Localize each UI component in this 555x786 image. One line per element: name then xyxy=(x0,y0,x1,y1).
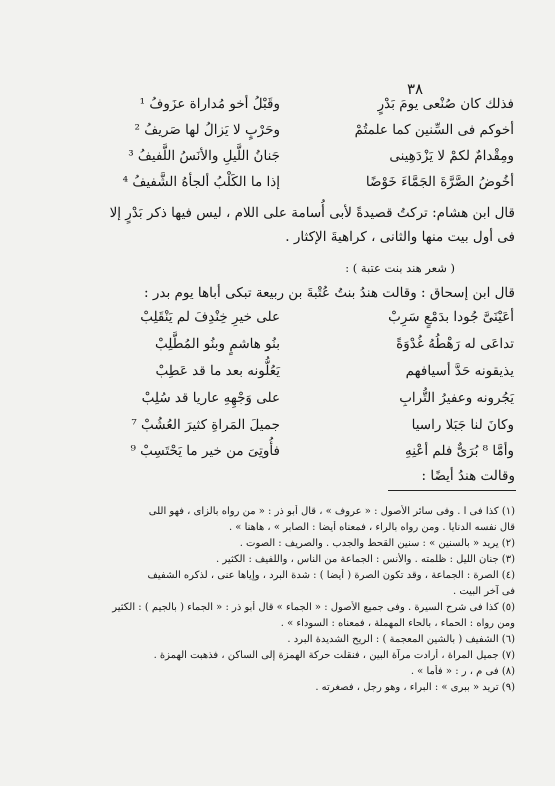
verse-first-hemistich: يذيقونه حَدَّ أسيافهم xyxy=(405,363,514,379)
verse-second-hemistich: على خيرِ خِنْدِفَ لم يَنْقَلِبْ xyxy=(140,309,280,325)
prose-line: وقالت هندُ أيضًا : xyxy=(421,468,515,484)
prose-line: قال ابن هشام: تركتُ قصيدةً لأبى أُسامة على اللام ، ليس فيها ذكر بَدْرٍ إلا xyxy=(109,205,515,221)
footnote: فى آخر البيت . xyxy=(453,586,515,597)
verse-second-hemistich: يَعُلُّونه بعد ما قد عَطِبْ xyxy=(155,363,280,379)
verse xyxy=(62,336,514,358)
verse-second-hemistich: إذا ما الكَلْبُ ألجأهُ الشَّفيفُ ⁴ xyxy=(122,174,280,190)
verse-second-hemistich: بنُو هاشمٍ وبنُو المُطَّلِبْ xyxy=(154,336,280,352)
verse-second-hemistich: جميلَ المَراةِ كثيرَ العُشُبْ ⁷ xyxy=(131,417,280,433)
verse-first-hemistich: فذلك كان صُنْعى يومَ بَدْرٍ xyxy=(377,96,514,112)
verse-first-hemistich: أخوكم فى السِّنين كما علمتُمْ xyxy=(354,122,514,138)
verse xyxy=(62,417,514,439)
footnote: قال نفسه الدنايا . ومن رواه بالراء ، فمعناه أيضا : الصابر » ، هاهنا » . xyxy=(228,522,515,533)
verse-second-hemistich: وحَرْبٍ لا يَزالُ لها صَريفُ ² xyxy=(134,122,280,138)
verse-second-hemistich: على وَجْهِهِ عاريا قد سُلِبْ xyxy=(141,390,280,406)
verse-second-hemistich: وقَبْلُ أخو مُداراة عزَوفُ ¹ xyxy=(139,96,280,112)
verse-first-hemistich: ومِقْدامٌ لكمْ لا يَزْدَهِينى xyxy=(389,148,514,164)
footnote: (٦) الشفيف ( بالشين المعجمة ) : الريح الشديدة البرد . xyxy=(287,634,515,645)
footnote: (١) كذا فى ا . وفى سائر الأصول : « عروف » ، قال أبو ذر : « من رواه بالزاى ، فهو اللى xyxy=(148,506,515,517)
verse xyxy=(62,309,514,331)
footnote: (٤) الصرة : الجماعة ، وقد تكون الصرة ( أيضا ) : شدة البرد ، وإياها عنى ، لذكره الشفيف xyxy=(147,570,515,581)
verse-first-hemistich: أعَيْنَىَّ جُودا بدَمْعٍ سَرِبْ xyxy=(388,309,514,325)
footnote: (٨) فى م ، ر : « فأما » . xyxy=(410,666,515,677)
footnote: ومن رواه : الحماء ، بالحاء المهملة ، فمعناه : السوداء » . xyxy=(280,618,515,629)
verse-second-hemistich: جَنانُ اللَّيلِ والأنَسُ اللَّفيفُ ³ xyxy=(128,148,280,164)
section-heading: ( شعر هند بنت عتبة ) : xyxy=(345,261,455,275)
verse xyxy=(62,443,514,465)
verse xyxy=(62,122,514,144)
verse-first-hemistich: تداعَى له رَهْطُهُ غُدْوَةً xyxy=(396,336,514,352)
footnote: (٥) كذا فى شرح السيرة . وفى جميع الأصول : « الجماء » قال أبو ذر : « الجماء ( بالجيم ) : الكثير xyxy=(112,602,515,613)
verse-first-hemistich: أخُوضُ الصَّرَّةَ الجَمَّاءَ خَوْضًا xyxy=(365,174,514,190)
verse xyxy=(62,148,514,170)
footnote: (٢) يريد « بالسنين » : سنين القحط والجدب . والصريف : الصوت . xyxy=(239,538,515,549)
footnote: (٣) جنان الليل : ظلمته . والأنس : الجماعة من الناس ، واللفيف : الكثير . xyxy=(216,554,515,565)
verse-first-hemistich: يَجُرونه وعفيرُ التُّرابِ xyxy=(399,390,514,406)
footnote: (٩) تريد « ببرى » : البراء ، وهو رجل ، فصغرته . xyxy=(315,682,515,693)
footnote: (٧) جميل المراة ، أرادت مرآة البين ، فنقلت حركة الهمزة إلى الساكن ، فذهبت الهمزة . xyxy=(153,650,515,661)
footnote-divider xyxy=(388,490,516,491)
page-number: ٣٨ xyxy=(406,80,424,98)
prose-line: قال ابن إسحاق : وقالت هندُ بنتُ عُتْبةَ بن ربيعة تبكى أباها يوم بدر : xyxy=(144,285,515,301)
verse xyxy=(62,363,514,385)
verse-second-hemistich: فأُوتِىَ من خير ما يَحْتَسِبْ ⁹ xyxy=(130,443,280,459)
verse-first-hemistich: وأمَّا ⁸ بُرَىٌّ فلم أعْنِهِ xyxy=(405,443,514,459)
verse xyxy=(62,174,514,196)
verse xyxy=(62,390,514,412)
prose-line: فى أول بيت منها والثانى ، كراهيةَ الإكثار . xyxy=(285,229,515,245)
verse-first-hemistich: وكانَ لنا جَبَلا راسيا xyxy=(411,417,514,433)
verse xyxy=(62,96,514,118)
